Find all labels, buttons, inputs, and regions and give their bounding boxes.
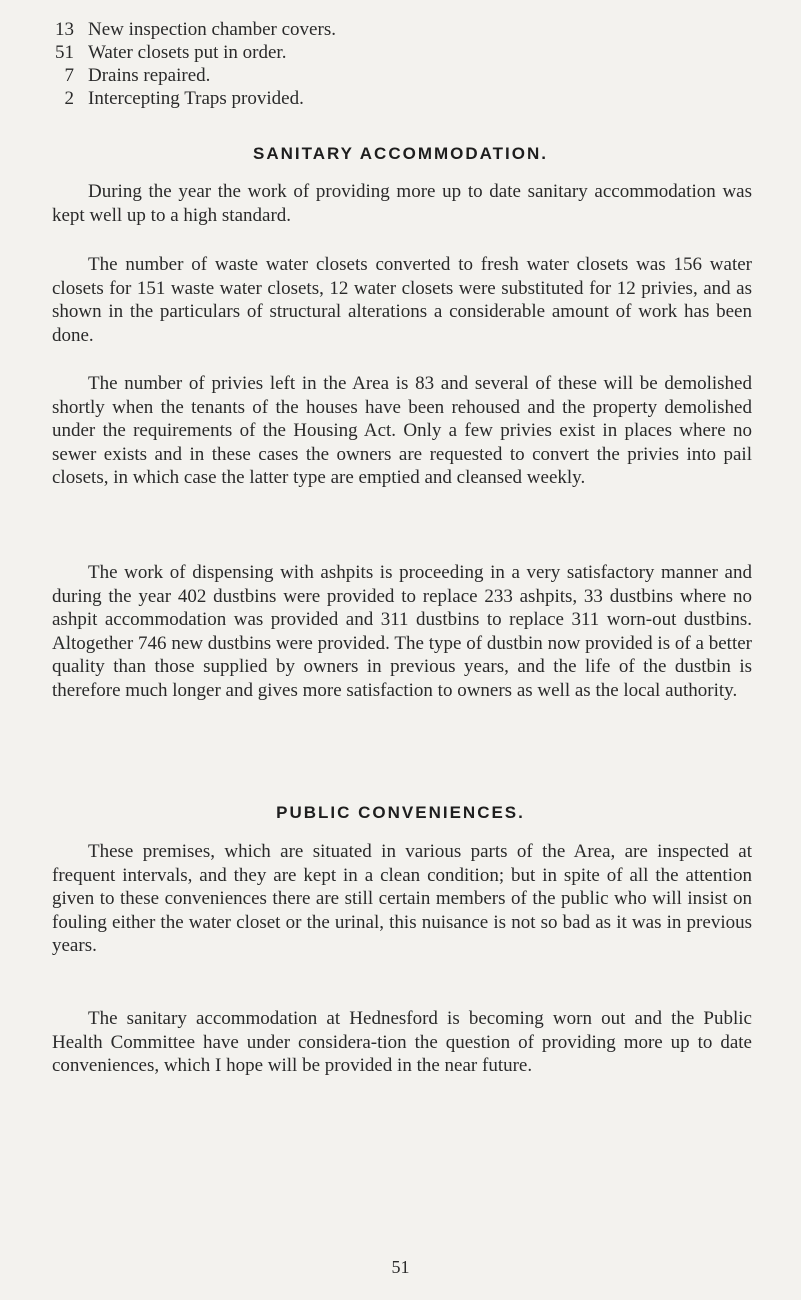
sanitary-paragraph-3: The number of privies left in the Area is 83 and several of these will be demolished shortly when the tenants of the houses have been rehoused and the property demolished under the requirements of the Housing Act. Only a few privies exist in places where no sewer exists and in these cases the owners are requested to convert the privies into pail closets, in which case the latter type are emptied and cleansed weekly. <box>52 373 752 489</box>
list-item-number: 51 <box>55 42 74 63</box>
public-heading: PUBLIC CONVENIENCES. <box>276 803 525 822</box>
page-number: 51 <box>391 1257 410 1277</box>
list-item-text: New inspection chamber covers. <box>88 19 336 40</box>
list-item-number: 2 <box>64 88 74 109</box>
list-item-number: 7 <box>64 65 74 86</box>
list-item-number: 13 <box>55 19 74 40</box>
list-item <box>52 41 752 64</box>
public-paragraph-2: The sanitary accommodation at Hednesford is becoming worn out and the Public Health Committee have under considera-tion the question of providing more up to date conveniences, which I hope will be provided in the near future. <box>52 1008 752 1077</box>
list-item-text: Drains repaired. <box>88 65 211 86</box>
public-paragraph-1: These premises, which are situated in various parts of the Area, are inspected at frequent intervals, and they are kept in a clean condition; but in spite of all the attention given to these conveniences there are still certain members of the public who will insist on fouling either the water closet or the urinal, this nuisance is not so bad as it was in previous years. <box>52 841 752 957</box>
list-item-text: Water closets put in order. <box>88 42 287 63</box>
sanitary-paragraph-1: During the year the work of providing more up to date sanitary accommodation was kept well up to a high standard. <box>52 181 752 226</box>
sanitary-paragraph-2: The number of waste water closets converted to fresh water closets was 156 water closets for 151 waste water closets, 12 water closets were substituted for 12 privies, and as shown in the particulars of structural alterations a considerable amount of work has been done. <box>52 254 752 346</box>
list-item-text: Intercepting Traps provided. <box>88 88 304 109</box>
sanitary-heading: SANITARY ACCOMMODATION. <box>252 144 548 163</box>
list-item <box>52 18 752 41</box>
sanitary-paragraph-4: The work of dispensing with ashpits is proceeding in a very satisfactory manner and during the year 402 dustbins were provided to replace 233 ashpits, 33 dustbins where no ashpit accommodation was provided and 311 dustbins to replace 311 worn-out dustbins. Altogether 746 new dustbins were provided. The type of dustbin now provided is of a better quality than those supplied by owners in previous years, and the life of the dustbin is therefore much longer and gives more satisfaction to owners as well as the local authority. <box>52 562 752 701</box>
list-item <box>52 87 752 110</box>
repairs-list <box>52 18 752 110</box>
list-item <box>52 64 752 87</box>
